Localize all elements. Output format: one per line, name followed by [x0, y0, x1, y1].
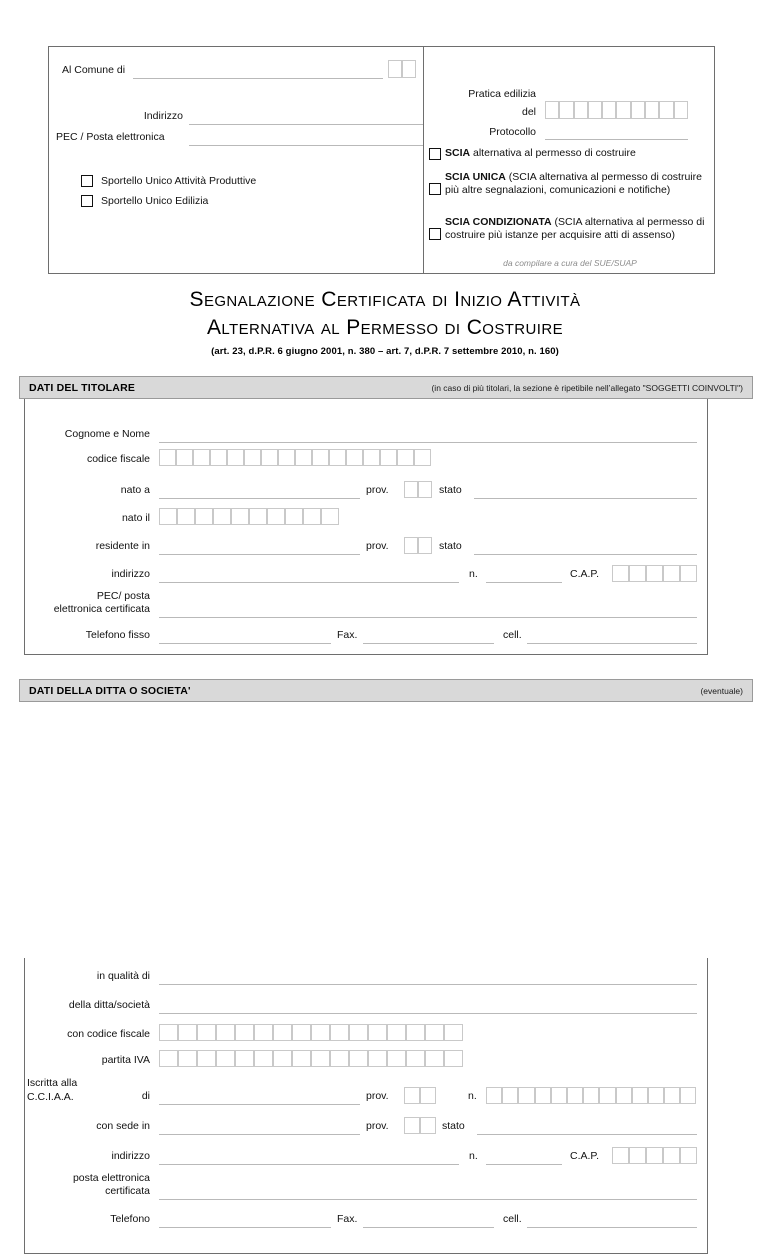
- cell[interactable]: [659, 101, 673, 119]
- cell[interactable]: [254, 1050, 273, 1067]
- cognome-nome-input[interactable]: [159, 442, 697, 443]
- cciaa-di-input[interactable]: [159, 1104, 360, 1105]
- iscritta-cciaa-line1: Iscritta alla: [27, 1077, 78, 1089]
- ditta-fax-label: Fax.: [337, 1213, 358, 1225]
- option-scia-rest: alternativa al permesso di costruire: [470, 147, 636, 159]
- cell[interactable]: [349, 1024, 368, 1041]
- pec-label-line2: elettronica certificata: [53, 603, 150, 616]
- con-sede-in-label: con sede in: [96, 1120, 150, 1132]
- indirizzo-numero-label: n.: [469, 568, 478, 580]
- document-title: [0, 286, 770, 357]
- cell[interactable]: [244, 449, 261, 466]
- della-ditta-societa-input[interactable]: [159, 1013, 697, 1014]
- codice-fiscale-cells[interactable]: [159, 449, 431, 466]
- in-qualita-di-input[interactable]: [159, 984, 697, 985]
- cell[interactable]: [285, 508, 303, 525]
- cell[interactable]: [387, 1024, 406, 1041]
- title-line-1: Segnalazione Certificata di Inizio Attività: [189, 288, 581, 311]
- cell[interactable]: [602, 101, 616, 119]
- sede-stato-label: stato: [442, 1120, 465, 1132]
- indirizzo-input[interactable]: [159, 582, 459, 583]
- cell[interactable]: [261, 449, 278, 466]
- cell[interactable]: [646, 1147, 663, 1164]
- cell-input[interactable]: [527, 643, 697, 644]
- in-qualita-di-label: in qualità di: [96, 970, 150, 982]
- cell[interactable]: [418, 481, 432, 498]
- cell[interactable]: [197, 1024, 216, 1041]
- section-header-dati-della-ditta: [19, 679, 753, 702]
- con-codice-fiscale-label: con codice fiscale: [67, 1028, 150, 1040]
- cell[interactable]: [235, 1050, 254, 1067]
- cap-label: C.A.P.: [570, 568, 599, 580]
- checkbox-icon[interactable]: [429, 183, 441, 195]
- nato-a-prov-cells[interactable]: [404, 481, 432, 498]
- protocollo-input[interactable]: [545, 139, 688, 140]
- nato-il-label: nato il: [121, 512, 150, 524]
- cell[interactable]: [406, 1050, 425, 1067]
- section-body-dati-della-ditta: [24, 958, 708, 1254]
- checkbox-icon[interactable]: [429, 148, 441, 160]
- comune-prov-cells[interactable]: [388, 60, 416, 78]
- checkbox-sportello-unico-edilizia[interactable]: [81, 195, 208, 207]
- indirizzo-label: Indirizzo: [143, 110, 183, 122]
- residente-in-input[interactable]: [159, 554, 360, 555]
- title-legal-reference: (art. 23, d.P.R. 6 giugno 2001, n. 380 – art. 7, d.P.R. 7 settembre 2010, n. 160): [211, 346, 559, 358]
- cell[interactable]: [278, 449, 295, 466]
- cell[interactable]: [329, 449, 346, 466]
- cell[interactable]: [368, 1050, 387, 1067]
- cell[interactable]: [273, 1050, 292, 1067]
- residente-stato-label: stato: [439, 540, 462, 552]
- fax-input[interactable]: [363, 643, 494, 644]
- pec-label-line1: PEC/ posta: [96, 590, 150, 602]
- cell[interactable]: [425, 1050, 444, 1067]
- cciaa-prov-cells[interactable]: [404, 1087, 436, 1104]
- checkbox-sportello-unico-attivita-produttive[interactable]: [81, 175, 256, 187]
- cell-label: cell.: [503, 629, 522, 641]
- cell[interactable]: [176, 449, 193, 466]
- cell[interactable]: [420, 1087, 436, 1104]
- cell[interactable]: [210, 449, 227, 466]
- ditta-cap-cells[interactable]: [612, 1147, 697, 1164]
- residente-prov-label: prov.: [366, 540, 389, 552]
- cell[interactable]: [159, 1024, 178, 1041]
- cell[interactable]: [645, 101, 659, 119]
- nato-il-cells[interactable]: [159, 508, 339, 525]
- cell[interactable]: [574, 101, 588, 119]
- con-codice-fiscale-cells[interactable]: [159, 1024, 463, 1041]
- header-vertical-divider: [423, 46, 424, 274]
- cciaa-numero-label: n.: [468, 1090, 477, 1102]
- cell[interactable]: [303, 508, 321, 525]
- cell[interactable]: [216, 1050, 235, 1067]
- indirizzo-input[interactable]: [189, 124, 423, 125]
- del-label: del: [521, 106, 536, 118]
- cell[interactable]: [406, 1024, 425, 1041]
- cell[interactable]: [425, 1024, 444, 1041]
- partita-iva-cells[interactable]: [159, 1050, 463, 1067]
- option-scia-unica-rest: (SCIA alternativa al permesso di costruire più altre segnalazioni, comunicazioni e notifiche): [445, 171, 702, 196]
- option-scia-condizionata[interactable]: [429, 216, 713, 242]
- al-comune-di-label: Al Comune di: [62, 64, 126, 76]
- cell[interactable]: [567, 1087, 583, 1104]
- cell[interactable]: [663, 1147, 680, 1164]
- cell[interactable]: [414, 449, 431, 466]
- ditta-cap-label: C.A.P.: [570, 1150, 599, 1162]
- cap-cells[interactable]: [612, 565, 697, 582]
- al-comune-di-input[interactable]: [133, 78, 383, 79]
- checkbox-icon[interactable]: [429, 228, 441, 240]
- section-header-dati-del-titolare: [19, 376, 753, 399]
- cell[interactable]: [330, 1024, 349, 1041]
- cell[interactable]: [292, 1024, 311, 1041]
- cell[interactable]: [349, 1050, 368, 1067]
- cell[interactable]: [227, 449, 244, 466]
- cell[interactable]: [213, 508, 231, 525]
- pec-posta-elettronica-input[interactable]: [189, 145, 423, 146]
- pec-posta-elettronica-label: PEC / Posta elettronica: [56, 131, 165, 143]
- section-body-dati-del-titolare: [24, 399, 708, 655]
- cell[interactable]: [444, 1024, 463, 1041]
- cell[interactable]: [588, 101, 602, 119]
- cell[interactable]: [616, 1087, 632, 1104]
- del-date-cells[interactable]: [545, 101, 688, 119]
- cell[interactable]: [420, 1117, 436, 1134]
- indirizzo-label: indirizzo: [111, 568, 150, 580]
- nato-a-label: nato a: [120, 484, 150, 496]
- cell[interactable]: [235, 1024, 254, 1041]
- section-note: (eventuale): [700, 685, 743, 696]
- cell[interactable]: [402, 60, 416, 78]
- cell[interactable]: [551, 1087, 567, 1104]
- cell[interactable]: [292, 1050, 311, 1067]
- cell[interactable]: [663, 565, 680, 582]
- cell[interactable]: [387, 1050, 406, 1067]
- ditta-indirizzo-input[interactable]: [159, 1164, 459, 1165]
- cell[interactable]: [397, 449, 414, 466]
- ditta-indirizzo-numero-input[interactable]: [486, 1164, 562, 1165]
- option-scia-condizionata-rest: (SCIA alternativa al permesso di costruire più istanze per acquisire atti di assenso): [445, 216, 705, 241]
- cell[interactable]: [486, 1087, 502, 1104]
- option-scia-condizionata-strong: SCIA CONDIZIONATA: [445, 216, 552, 228]
- cell[interactable]: [444, 1050, 463, 1067]
- cell[interactable]: [159, 449, 176, 466]
- section-note: (in caso di più titolari, la sezione è ripetibile nell’allegato "SOGGETTI COINVOLTI"): [431, 382, 743, 393]
- cell[interactable]: [612, 1147, 629, 1164]
- cell[interactable]: [629, 1147, 646, 1164]
- checkbox-label: Sportello Unico Edilizia: [101, 195, 209, 207]
- cell[interactable]: [404, 1087, 420, 1104]
- telefono-fisso-label: Telefono fisso: [85, 629, 150, 641]
- cell[interactable]: [311, 1050, 330, 1067]
- cell[interactable]: [295, 449, 312, 466]
- con-sede-in-input[interactable]: [159, 1134, 360, 1135]
- nato-a-stato-input[interactable]: [474, 498, 697, 499]
- cell[interactable]: [249, 508, 267, 525]
- residente-stato-input[interactable]: [474, 554, 697, 555]
- cell[interactable]: [502, 1087, 518, 1104]
- cell[interactable]: [178, 1050, 197, 1067]
- option-scia-strong: SCIA: [445, 147, 471, 159]
- cell[interactable]: [404, 1117, 420, 1134]
- cell[interactable]: [321, 508, 339, 525]
- cell[interactable]: [193, 449, 210, 466]
- checkbox-icon[interactable]: [81, 175, 93, 187]
- cell[interactable]: [404, 481, 418, 498]
- cell[interactable]: [648, 1087, 664, 1104]
- cell[interactable]: [680, 1147, 697, 1164]
- cell[interactable]: [178, 1024, 197, 1041]
- cell[interactable]: [629, 565, 646, 582]
- cell[interactable]: [418, 537, 432, 554]
- cell[interactable]: [312, 449, 329, 466]
- cell[interactable]: [346, 449, 363, 466]
- section-title: DATI DEL TITOLARE: [29, 381, 136, 394]
- cell[interactable]: [311, 1024, 330, 1041]
- ditta-indirizzo-label: indirizzo: [111, 1150, 150, 1162]
- cell[interactable]: [159, 1050, 178, 1067]
- cciaa-prov-label: prov.: [366, 1090, 389, 1102]
- sue-suap-footnote: da compilare a cura del SUE/SUAP: [503, 258, 637, 268]
- ditta-fax-input[interactable]: [363, 1227, 494, 1228]
- ditta-telefono-input[interactable]: [159, 1227, 331, 1228]
- sede-stato-input[interactable]: [477, 1134, 697, 1135]
- option-scia[interactable]: [429, 147, 711, 160]
- cciaa-numero-cells[interactable]: [486, 1087, 696, 1104]
- cell[interactable]: [195, 508, 213, 525]
- partita-iva-label: partita IVA: [101, 1054, 150, 1066]
- cell[interactable]: [267, 508, 285, 525]
- nato-a-prov-label: prov.: [366, 484, 389, 496]
- ditta-telefono-label: Telefono: [110, 1213, 150, 1225]
- ditta-pec-label-line2: certificata: [105, 1185, 150, 1198]
- cell[interactable]: [646, 565, 663, 582]
- protocollo-label: Protocollo: [489, 126, 536, 138]
- pratica-edilizia-label: Pratica edilizia: [468, 88, 536, 100]
- sede-prov-cells[interactable]: [404, 1117, 436, 1134]
- cell[interactable]: [197, 1050, 216, 1067]
- cell[interactable]: [368, 1024, 387, 1041]
- telefono-fisso-input[interactable]: [159, 643, 331, 644]
- cell[interactable]: [330, 1050, 349, 1067]
- nato-a-stato-label: stato: [439, 484, 462, 496]
- della-ditta-societa-label: della ditta/società: [68, 999, 150, 1011]
- residente-in-label: residente in: [95, 540, 150, 552]
- pec-label: [25, 590, 150, 616]
- title-line-2: Alternativa al Permesso di Costruire: [207, 315, 563, 339]
- cell[interactable]: [254, 1024, 273, 1041]
- option-scia-unica[interactable]: [429, 171, 713, 197]
- cell[interactable]: [388, 60, 402, 78]
- cell[interactable]: [559, 101, 573, 119]
- ditta-cell-label: cell.: [503, 1213, 522, 1225]
- cell[interactable]: [363, 449, 380, 466]
- ditta-pec-input[interactable]: [159, 1199, 697, 1200]
- section-title: DATI DELLA DITTA O SOCIETA': [29, 684, 191, 697]
- ditta-indirizzo-numero-label: n.: [469, 1150, 478, 1162]
- cell[interactable]: [631, 101, 645, 119]
- cell[interactable]: [632, 1087, 648, 1104]
- cell[interactable]: [216, 1024, 235, 1041]
- cciaa-di-label: di: [141, 1090, 150, 1102]
- cell[interactable]: [612, 565, 629, 582]
- indirizzo-numero-input[interactable]: [486, 582, 562, 583]
- ditta-pec-label-line1: posta elettronica: [72, 1172, 150, 1184]
- cell[interactable]: [380, 449, 397, 466]
- cell[interactable]: [545, 101, 559, 119]
- option-scia-unica-strong: SCIA UNICA: [445, 171, 506, 183]
- codice-fiscale-label: codice fiscale: [86, 453, 150, 465]
- cell[interactable]: [616, 101, 630, 119]
- cell[interactable]: [664, 1087, 680, 1104]
- residente-prov-cells[interactable]: [404, 537, 432, 554]
- iscritta-cciaa-line2: C.C.I.A.A.: [27, 1090, 74, 1103]
- cell[interactable]: [518, 1087, 534, 1104]
- cell[interactable]: [583, 1087, 599, 1104]
- cell[interactable]: [231, 508, 249, 525]
- cell[interactable]: [674, 101, 688, 119]
- fax-label: Fax.: [337, 629, 358, 641]
- cell[interactable]: [535, 1087, 551, 1104]
- cell[interactable]: [599, 1087, 615, 1104]
- cell[interactable]: [177, 508, 195, 525]
- cell[interactable]: [159, 508, 177, 525]
- cell[interactable]: [404, 537, 418, 554]
- checkbox-icon[interactable]: [81, 195, 93, 207]
- sede-prov-label: prov.: [366, 1120, 389, 1132]
- ditta-pec-label: [25, 1172, 150, 1198]
- cell[interactable]: [680, 565, 697, 582]
- cell[interactable]: [680, 1087, 696, 1104]
- cognome-nome-label: Cognome e Nome: [64, 428, 150, 440]
- checkbox-label: Sportello Unico Attività Produttive: [101, 175, 257, 187]
- pec-input[interactable]: [159, 617, 697, 618]
- ditta-cell-input[interactable]: [527, 1227, 697, 1228]
- cell[interactable]: [273, 1024, 292, 1041]
- nato-a-input[interactable]: [159, 498, 360, 499]
